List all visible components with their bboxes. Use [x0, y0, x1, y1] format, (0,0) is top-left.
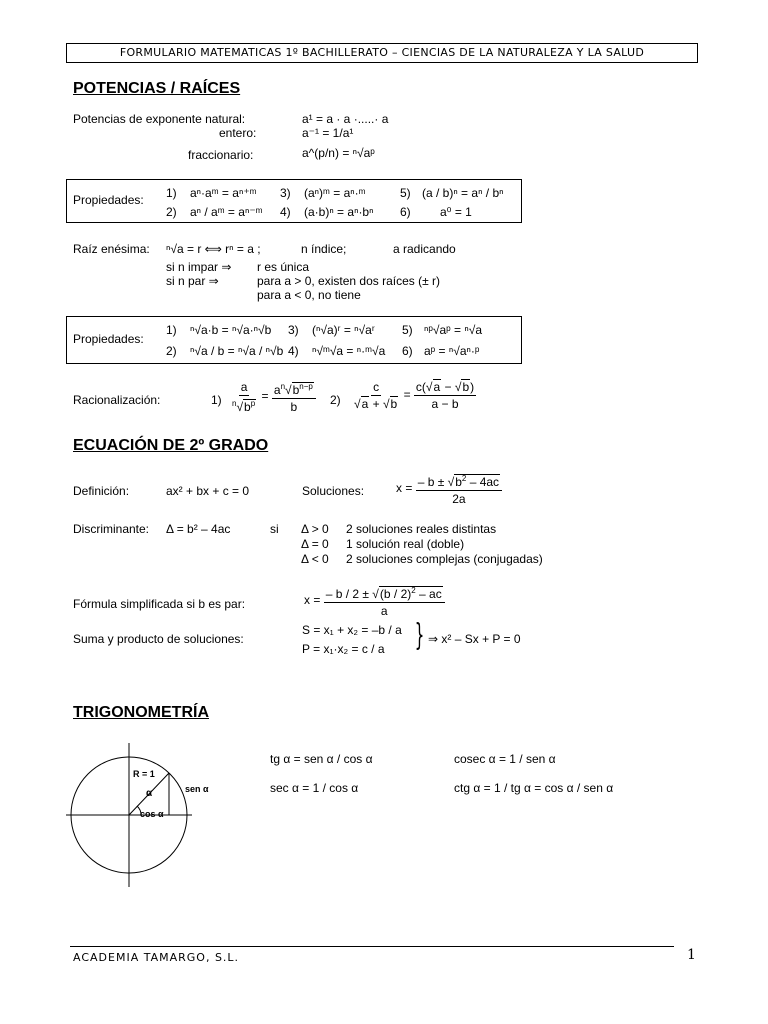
- propiedades-row-1: [166, 186, 504, 200]
- exp-natural-formula: a¹ = a · a ·.....· a: [302, 112, 389, 126]
- raiz-formula: ⁿ√a = r ⟺ rⁿ = a ;: [166, 242, 261, 256]
- entero-label: entero:: [219, 126, 257, 140]
- def-formula: ax² + bx + c = 0: [166, 484, 250, 498]
- rprop-num: 2): [166, 344, 177, 358]
- sol-formula: x = $\frac{- b \pm √b^2 - 4ac}{2a}$: [396, 472, 502, 506]
- brace-icon: }: [414, 618, 425, 653]
- disc-formula: Δ = b² – 4ac: [166, 522, 231, 536]
- disc-text-3: 2 soluciones complejas (conjugadas): [346, 552, 543, 566]
- par-text-1: para a > 0, existen dos raíces (± r): [257, 274, 440, 288]
- rprop-num: 3): [288, 323, 299, 337]
- prop-formula: a⁰ = 1: [440, 205, 472, 219]
- disc-cond-1: Δ > 0: [301, 522, 329, 536]
- footer-company: ACADEMIA TAMARGO, S.L.: [73, 951, 240, 964]
- exp-natural-label: Potencias de exponente natural:: [73, 112, 246, 126]
- header-title: FORMULARIO MATEMATICAS 1º BACHILLERATO – CIENCIAS DE LA NATURALEZA Y LA SALUD: [119, 46, 645, 59]
- rprop-formula: ⁿ√ᵐ√a = ⁿ·ᵐ√a: [312, 344, 386, 358]
- trig-formula-tg: tg α = sen α / cos α: [270, 752, 373, 766]
- simpl-formula: x = $\frac{- b / 2 \pm √(b / 2)^2 - ac}{a}$: [304, 584, 445, 618]
- trig-formula-sec: sec α = 1 / cos α: [270, 781, 359, 795]
- rprop-formula: (ⁿ√a)ʳ = ⁿ√aʳ: [312, 323, 375, 337]
- prop-num: 2): [166, 205, 177, 219]
- sol-label: Soluciones:: [302, 484, 365, 498]
- fraccionario-formula: a^(p/n) = ⁿ√aᵖ: [302, 146, 375, 160]
- prop-num: 1): [166, 186, 177, 200]
- page-number: 1: [687, 947, 696, 963]
- disc-cond-3: Δ < 0: [301, 552, 329, 566]
- rprop-formula: aᵖ = ⁿ√aⁿ·ᵖ: [424, 344, 480, 358]
- raiz-label: Raíz enésima:: [73, 242, 150, 256]
- section-title-trig: TRIGONOMETRÍA: [73, 704, 209, 721]
- racional-num-1: 1): [211, 393, 222, 407]
- entero-formula: a⁻¹ = 1/a¹: [302, 126, 354, 140]
- racional-formula-1: $\frac{a}{^n√b^p}$ = $\frac{a^n√b^{n-p}}{b}$: [230, 380, 316, 414]
- impar-label: si n impar ⇒: [166, 260, 232, 274]
- disc-text-2: 1 solución real (doble): [346, 537, 465, 551]
- fraccionario-label: fraccionario:: [188, 148, 254, 162]
- suma-S: S = x₁ + x₂ = –b / a: [302, 623, 402, 637]
- propiedades-row-2: [166, 205, 472, 219]
- suma-P: P = x₁·x₂ = c / a: [302, 642, 385, 656]
- rprop-num: 6): [402, 344, 413, 358]
- rprops-label: Propiedades:: [73, 332, 144, 346]
- disc-si: si: [270, 522, 279, 536]
- prop-formula: aⁿ·aᵐ = aⁿ⁺ᵐ: [190, 186, 257, 200]
- raiz-radicando: a radicando: [393, 242, 456, 256]
- racional-formula-2: $\frac{c}{√a + √b}$ = $\frac{c(√a - √b)}{a - b}$: [354, 380, 475, 411]
- def-label: Definición:: [73, 484, 130, 498]
- rprop-formula: ⁿ√a·b = ⁿ√a·ⁿ√b: [190, 323, 272, 337]
- prop-num: 6): [400, 205, 411, 219]
- par-text-2: para a < 0, no tiene: [257, 288, 361, 302]
- rprop-num: 1): [166, 323, 177, 337]
- trig-formula-ctg: ctg α = 1 / tg α = cos α / sen α: [454, 781, 614, 795]
- rprops-row-1: [166, 323, 482, 337]
- prop-formula: (aⁿ)ᵐ = aⁿ·ᵐ: [304, 186, 366, 200]
- par-label: si n par ⇒: [166, 274, 219, 288]
- disc-label: Discriminante:: [73, 522, 150, 536]
- raiz-indice: n índice;: [301, 242, 347, 256]
- section-title-potencias: POTENCIAS / RAÍCES: [73, 80, 241, 97]
- simpl-label: Fórmula simplificada si b es par:: [73, 597, 246, 611]
- rprop-num: 5): [402, 323, 413, 337]
- prop-num: 5): [400, 186, 411, 200]
- suma-result: ⇒ x² – Sx + P = 0: [428, 632, 521, 646]
- suma-label: Suma y producto de soluciones:: [73, 632, 244, 646]
- trig-formula-cosec: cosec α = 1 / sen α: [454, 752, 556, 766]
- header-box: [66, 43, 698, 63]
- rprops-row-2: [166, 344, 479, 358]
- disc-text-1: 2 soluciones reales distintas: [346, 522, 497, 536]
- propiedades-label: Propiedades:: [73, 193, 144, 207]
- racional-num-2: 2): [330, 393, 341, 407]
- prop-num: 3): [280, 186, 291, 200]
- prop-formula: (a / b)ⁿ = aⁿ / bⁿ: [422, 186, 504, 200]
- rprop-formula: ⁿ√a / b = ⁿ√a / ⁿ√b: [190, 344, 284, 358]
- prop-num: 4): [280, 205, 291, 219]
- footer-rule: [70, 946, 674, 947]
- sen-label: sen α: [185, 784, 209, 794]
- r-label: R = 1: [133, 769, 155, 779]
- disc-cond-2: Δ = 0: [301, 537, 329, 551]
- alpha-label: α: [146, 788, 153, 799]
- rprop-num: 4): [288, 344, 299, 358]
- prop-formula: aⁿ / aᵐ = aⁿ⁻ᵐ: [190, 205, 263, 219]
- impar-text: r es única: [257, 260, 310, 274]
- section-title-ecuacion: ECUACIÓN DE 2º GRADO: [73, 437, 269, 454]
- racional-label: Racionalización:: [73, 393, 161, 407]
- cos-label: cos α: [140, 809, 164, 819]
- prop-formula: (a·b)ⁿ = aⁿ·bⁿ: [304, 205, 374, 219]
- rprop-formula: ⁿᵖ√aᵖ = ⁿ√a: [424, 323, 483, 337]
